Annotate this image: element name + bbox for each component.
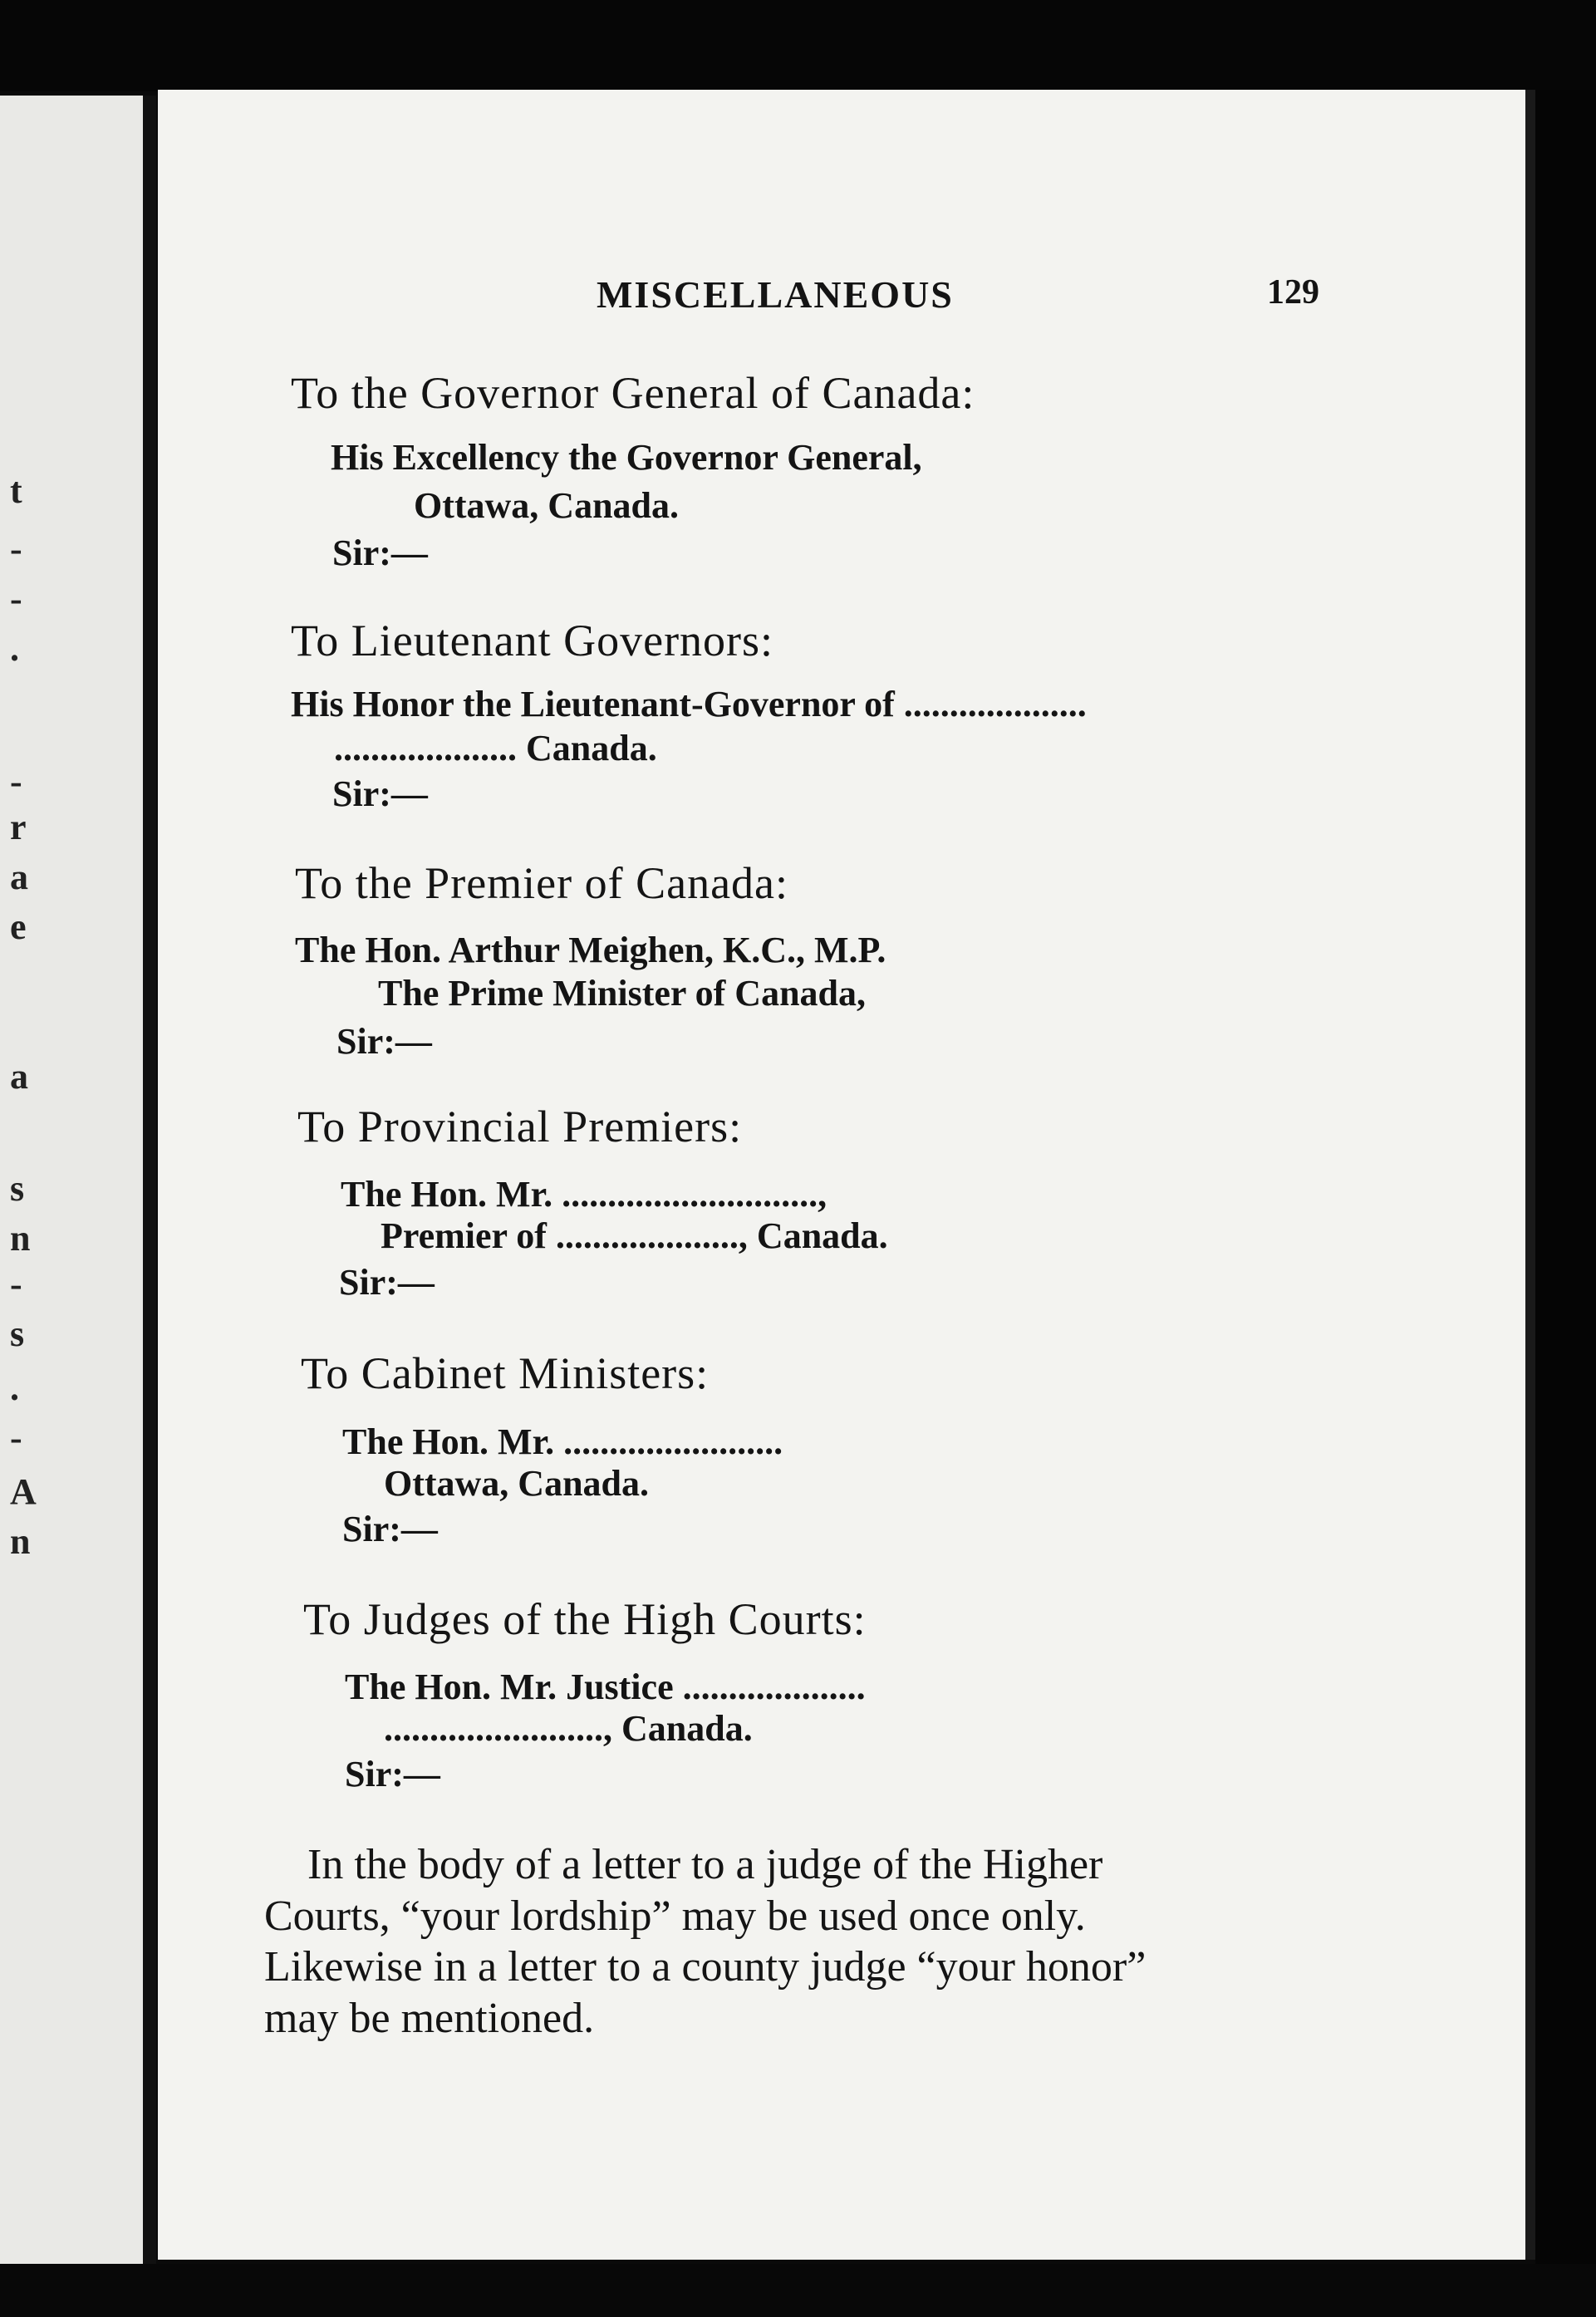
address-line: Ottawa, Canada. [414,485,680,526]
page-fragment: . [10,1367,19,1408]
page-fragment: s [10,1168,25,1209]
salutation: Sir:— [339,1262,435,1303]
address-line: His Honor the Lieutenant-Governor of .................... [291,684,1087,724]
page-number: 129 [1267,273,1319,312]
page-fragment: A [10,1471,37,1512]
salutation: Sir:— [342,1509,438,1549]
page-fragment: r [10,807,27,847]
section-heading: To the Governor General of Canada: [291,368,975,418]
section-heading: To Judges of the High Courts: [303,1594,867,1644]
address-line: ........................, Canada. [384,1708,753,1749]
page-fragment: n [10,1521,31,1562]
previous-page-edge [0,96,143,2264]
paragraph-line: Courts, “your lordship” may be used once only. [264,1892,1086,1940]
address-line: Premier of ...................., Canada. [381,1215,888,1256]
salutation: Sir:— [332,773,428,814]
page-fragment: n [10,1218,31,1259]
address-line: .................... Canada. [334,728,657,768]
paragraph-line: Likewise in a letter to a county judge “your honor” [264,1943,1147,1991]
salutation: Sir:— [336,1021,432,1062]
page-fragment: - [10,528,22,569]
address-line: The Hon. Mr. ........................ [342,1421,783,1462]
scan-right-border [1535,90,1596,2264]
salutation: Sir:— [345,1754,440,1794]
page-fragment: s [10,1313,25,1354]
book-spine [143,96,156,2264]
page-fragment: . [10,628,19,669]
address-line: Ottawa, Canada. [384,1463,650,1504]
paragraph-line: In the body of a letter to a judge of the Higher [307,1841,1103,1888]
page-fragment: - [10,578,22,619]
address-line: The Hon. Arthur Meighen, K.C., M.P. [295,930,886,970]
address-line: His Excellency the Governor General, [331,437,922,478]
paragraph-line: may be mentioned. [264,1995,595,2042]
section-heading: To Provincial Premiers: [297,1102,743,1151]
section-heading: To Lieutenant Governors: [291,616,774,665]
address-line: The Hon. Mr. ............................, [341,1174,827,1215]
page-fragment: - [10,1264,22,1304]
address-line: The Hon. Mr. Justice .................... [345,1667,866,1707]
scan-bottom-border [0,2264,1596,2317]
scan-top-border [0,0,1596,91]
section-heading: To Cabinet Ministers: [301,1348,710,1398]
page-fragment: t [10,470,22,511]
page-fragment: e [10,906,27,947]
page-fragment: - [10,761,22,802]
page-fragment: a [10,857,28,897]
address-line: The Prime Minister of Canada, [378,973,867,1014]
page-fragment: - [10,1417,22,1458]
salutation: Sir:— [332,533,428,573]
running-head: MISCELLANEOUS [597,273,954,316]
page-fragment: a [10,1056,28,1097]
section-heading: To the Premier of Canada: [295,858,789,908]
